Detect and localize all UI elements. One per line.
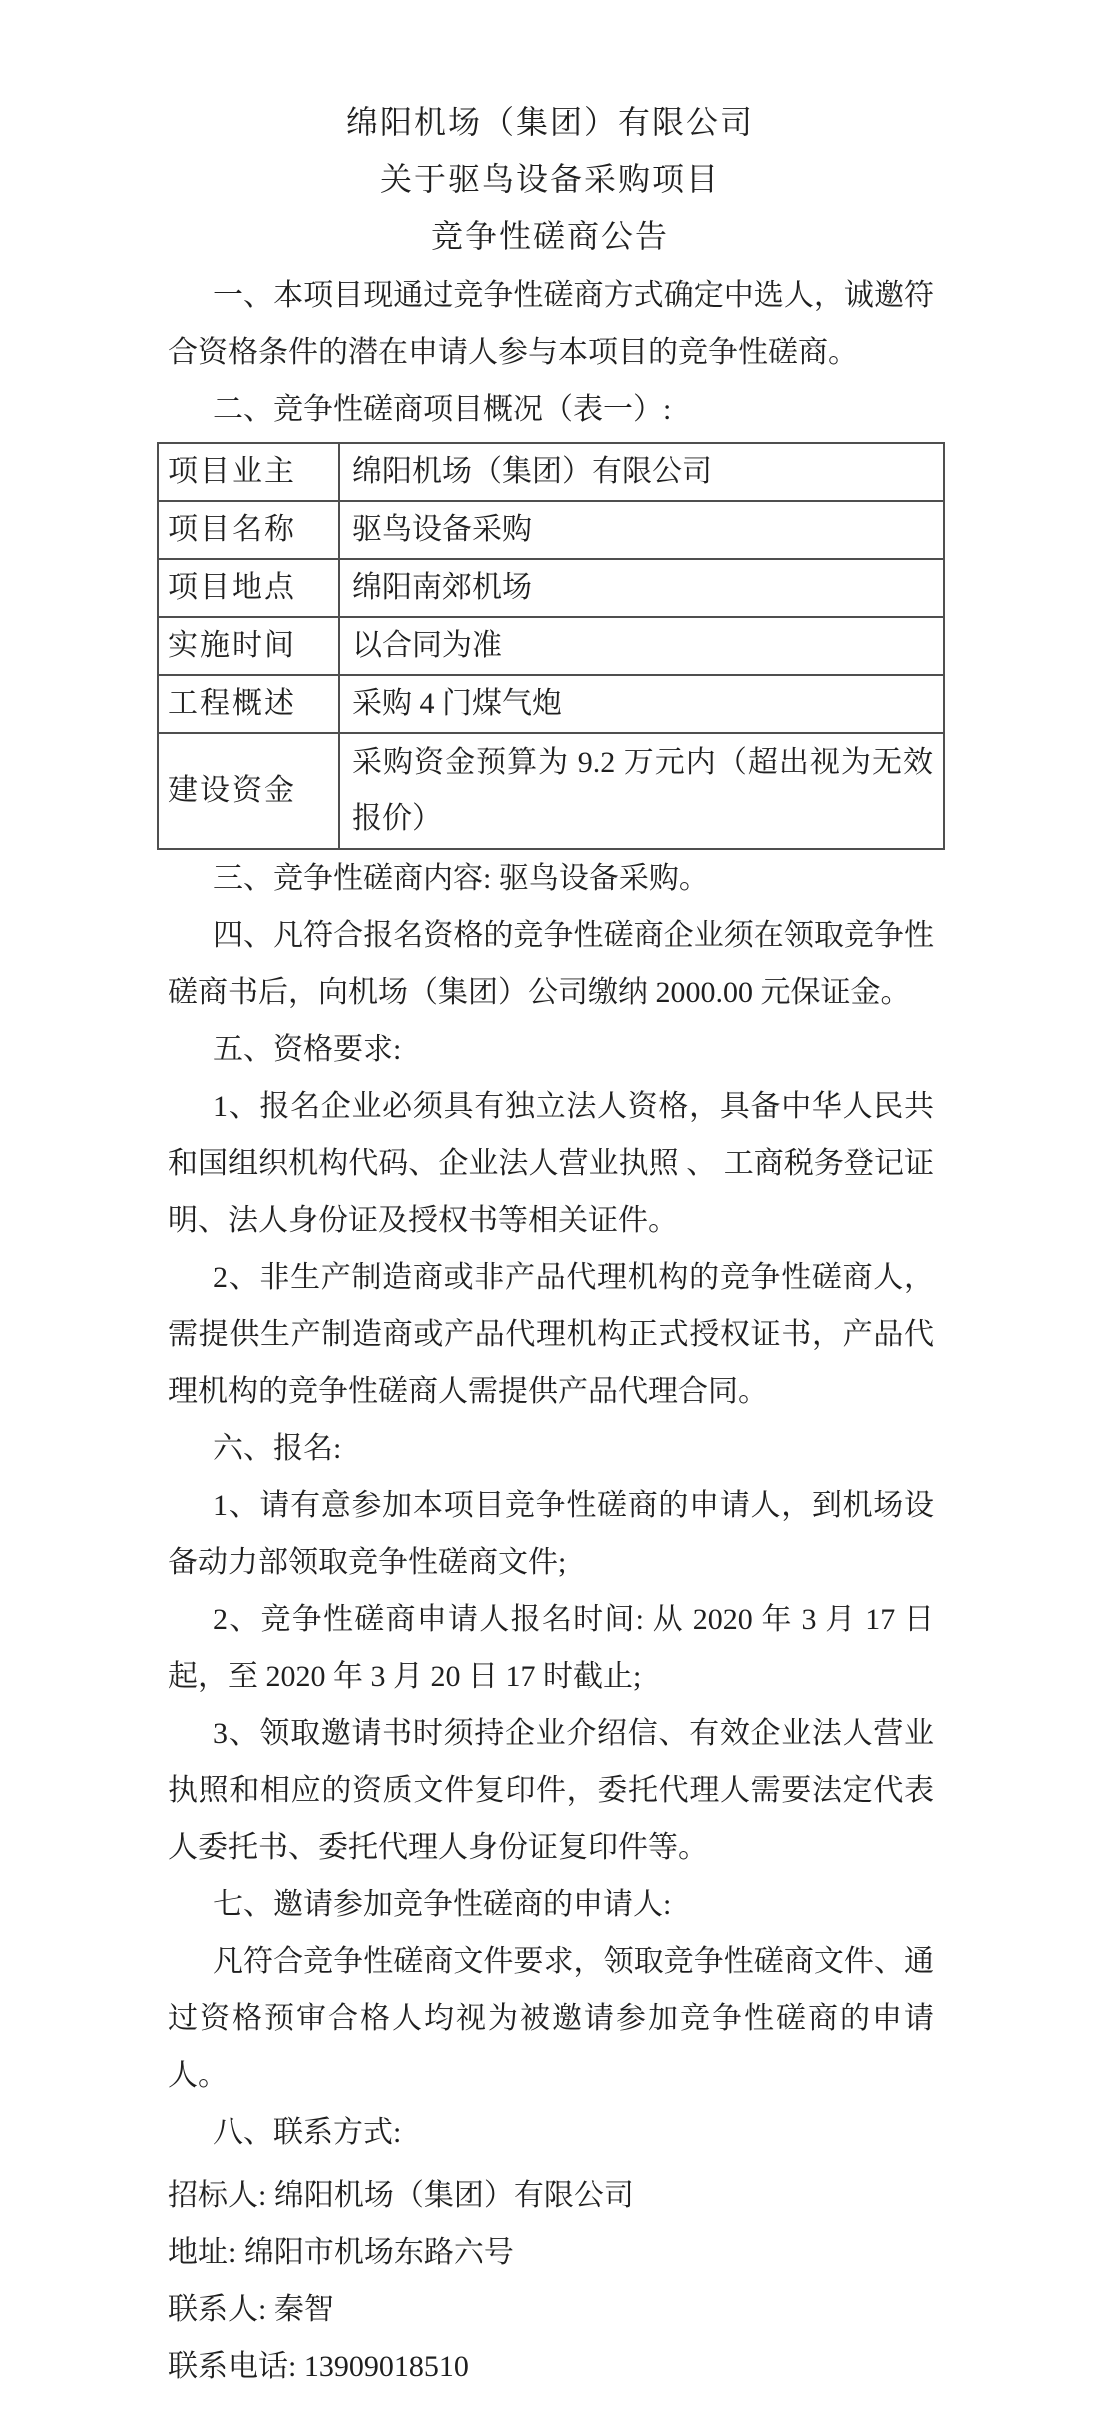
paragraph-section-7-invited-applicants-heading: 七、邀请参加竞争性磋商的申请人:: [213, 1888, 672, 1921]
paragraph-registration-item-2: 2、竞争性磋商申请人报名时间: 从 2020 年 3 月 17 日起，至 2020 年 3 月 20 日 17 时截止;: [168, 1603, 934, 1693]
table-cell-label: 建设资金: [158, 733, 339, 849]
paragraph-section-8-contact-heading: 八、联系方式:: [213, 2116, 402, 2149]
table-cell-label: 实施时间: [158, 617, 339, 675]
table-cell-value: 绵阳机场（集团）有限公司: [339, 443, 944, 501]
contact-line-address: 地址: 绵阳市机场东路六号: [168, 2236, 514, 2269]
paragraph-section-6-registration-heading: 六、报名:: [213, 1432, 342, 1465]
table-cell-value: 驱鸟设备采购: [339, 501, 944, 559]
table-row-project-location: [158, 559, 944, 617]
table-cell-value: 以合同为准: [339, 617, 944, 675]
paragraph-section-4-deposit: 四、凡符合报名资格的竞争性磋商企业须在领取竞争性磋商书后，向机场（集团）公司缴纳 2000.00 元保证金。: [168, 919, 934, 1009]
contact-line-tenderer: 招标人: 绵阳机场（集团）有限公司: [168, 2179, 634, 2212]
paragraph-qualification-item-1: 1、报名企业必须具有独立法人资格，具备中华人民共和国组织机构代码、企业法人营业执照 、 工商税务登记证明、法人身份证及授权书等相关证件。: [168, 1090, 934, 1237]
doc-title-notice-type: 竞争性磋商公告: [430, 218, 669, 254]
paragraph-section-3-content: 三、竞争性磋商内容: 驱鸟设备采购。: [213, 862, 709, 895]
paragraph-qualification-item-2: 2、非生产制造商或非产品代理机构的竞争性磋商人，需提供生产制造商或产品代理机构正式授权证书，产品代理机构的竞争性磋商人需提供产品代理合同。: [168, 1261, 934, 1408]
table-cell-value: 采购资金预算为 9.2 万元内（超出视为无效报价）: [339, 733, 944, 849]
contact-line-phone: 联系电话: 13909018510: [168, 2350, 469, 2383]
table-cell-label: 项目名称: [158, 501, 339, 559]
paragraph-section-1-intro: 一、本项目现通过竞争性磋商方式确定中选人，诚邀符合资格条件的潜在申请人参与本项目的竞争性磋商。: [168, 279, 934, 369]
table-cell-label: 项目地点: [158, 559, 339, 617]
table-row-construction-funds: [158, 733, 944, 849]
table-row-project-owner: [158, 443, 944, 501]
table-row-implementation-time: [158, 617, 944, 675]
table-cell-value: 采购 4 门煤气炮: [339, 675, 944, 733]
table-row-project-name: [158, 501, 944, 559]
contact-line-person: 联系人: 秦智: [168, 2293, 334, 2326]
table-cell-label: 工程概述: [158, 675, 339, 733]
contact-block: [0, 2167, 1100, 2395]
project-overview-table: [157, 442, 945, 850]
table-cell-label: 项目业主: [158, 443, 339, 501]
doc-title-company: 绵阳机场（集团）有限公司: [345, 104, 754, 140]
doc-title-project: 关于驱鸟设备采购项目: [379, 161, 720, 197]
table-row-project-summary: [158, 675, 944, 733]
paragraph-registration-item-1: 1、请有意参加本项目竞争性磋商的申请人，到机场设备动力部领取竞争性磋商文件;: [168, 1489, 934, 1579]
paragraph-section-2-overview-heading: 二、竞争性磋商项目概况（表一）:: [213, 393, 672, 426]
paragraph-invited-applicants-detail: 凡符合竞争性磋商文件要求，领取竞争性磋商文件、通过资格预审合格人均视为被邀请参加竞争性磋商的申请人。: [168, 1945, 934, 2092]
table-cell-value: 绵阳南郊机场: [339, 559, 944, 617]
paragraph-section-5-qualifications-heading: 五、资格要求:: [213, 1033, 402, 1066]
paragraph-registration-item-3: 3、领取邀请书时须持企业介绍信、有效企业法人营业执照和相应的资质文件复印件，委托代理人需要法定代表人委托书、委托代理人身份证复印件等。: [168, 1717, 934, 1864]
